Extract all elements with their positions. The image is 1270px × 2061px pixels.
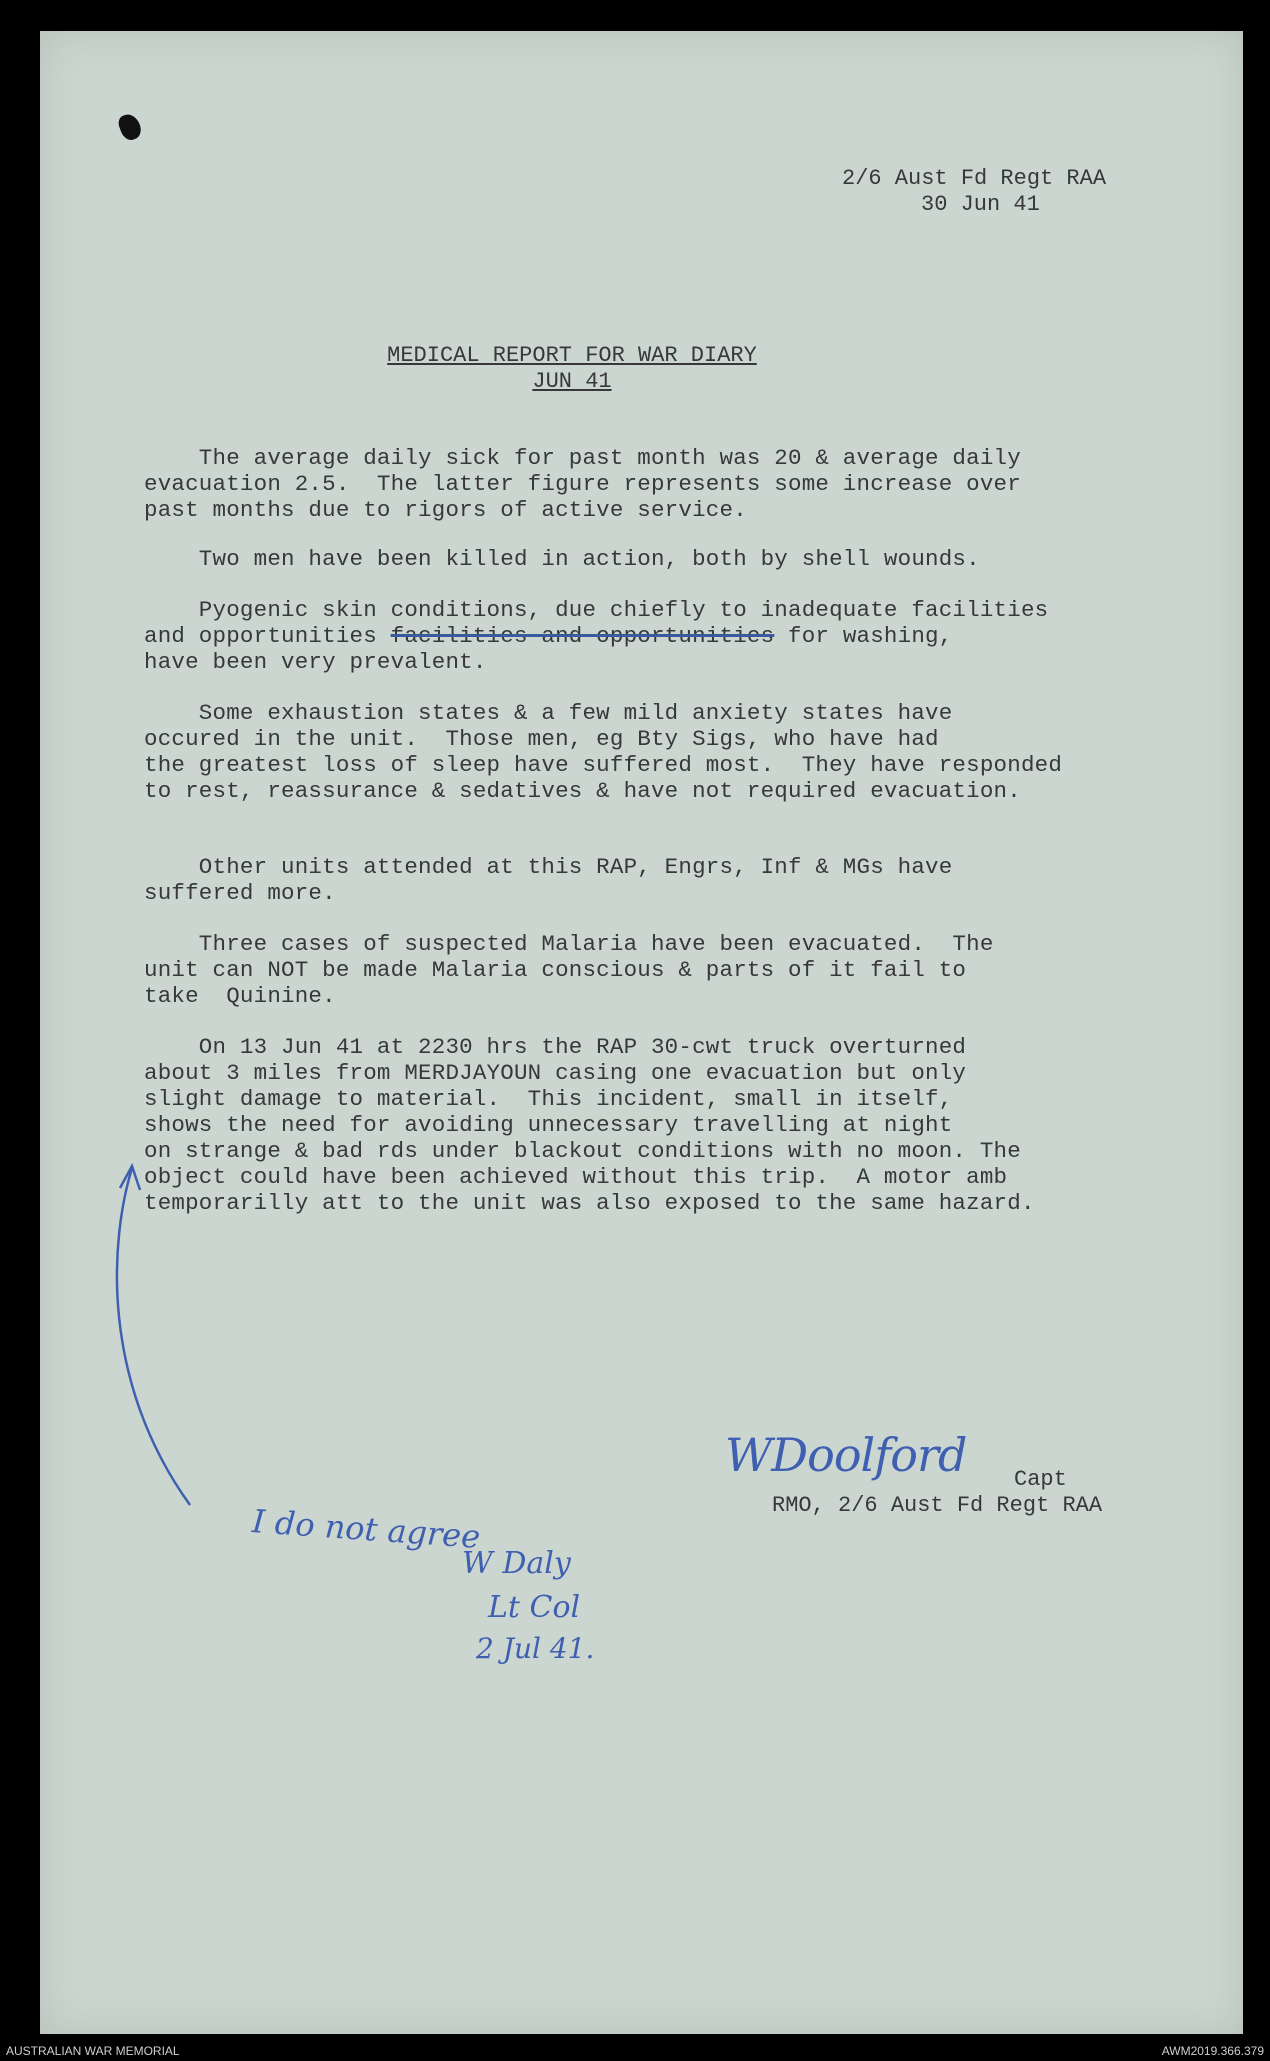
para-3-line-2: and opportunities facilities and opportunities for washing, — [144, 623, 953, 649]
para-4-line-3: the greatest loss of sleep have suffered most. They have responded — [144, 752, 1063, 778]
para-3-line-1: Pyogenic skin conditions, due chiefly to inadequate facilities — [144, 597, 1049, 623]
signature-appointment: RMO, 2/6 Aust Fd Regt RAA — [772, 1493, 1103, 1518]
para-2: Two men have been killed in action, both by shell wounds. — [144, 546, 980, 572]
report-title: MEDICAL REPORT FOR WAR DIARY — [387, 343, 757, 368]
para-7-line-3: slight damage to material. This incident, small in itself, — [144, 1086, 953, 1112]
margin-arrow — [80, 1160, 220, 1520]
annotation-date: 2 Jul 41. — [476, 1632, 595, 1665]
header-unit: 2/6 Aust Fd Regt RAA — [842, 166, 1107, 191]
para-4-line-4: to rest, reassurance & sedatives & have not required evacuation. — [144, 778, 1021, 804]
para-7-line-6: object could have been achieved without this trip. A motor amb — [144, 1164, 1008, 1190]
para-3-line-3: have been very prevalent. — [144, 649, 487, 675]
para-4-line-1: Some exhaustion states & a few mild anxiety states have — [144, 700, 953, 726]
annotation-rank: Lt Col — [488, 1590, 581, 1625]
para-1-line-2: evacuation 2.5. The latter figure represents some increase over — [144, 471, 1021, 497]
para-4-line-2: occured in the unit. Those men, eg Bty Sigs, who have had — [144, 726, 939, 752]
para-1-line-3: past months due to rigors of active service. — [144, 497, 747, 523]
annotation-comment: I do not agree — [250, 1502, 482, 1556]
document-page — [40, 31, 1243, 2034]
para-7-line-1: On 13 Jun 41 at 2230 hrs the RAP 30-cwt truck overturned — [144, 1034, 967, 1060]
para-7-line-4: shows the need for avoiding unnecessary travelling at night — [144, 1112, 953, 1138]
para-5-line-2: suffered more. — [144, 880, 336, 906]
para-7-line-7: temporarilly att to the unit was also exposed to the same hazard. — [144, 1190, 1035, 1216]
para-7-line-2: about 3 miles from MERDJAYOUN casing one evacuation but only — [144, 1060, 967, 1086]
annotation-signature: W Daly — [462, 1546, 571, 1581]
footer-right: AWM2019.366.379 — [1161, 2044, 1264, 2058]
para-7-line-5: on strange & bad rds under blackout conditions with no moon. The — [144, 1138, 1021, 1164]
para-6-line-2: unit can NOT be made Malaria conscious & parts of it fail to — [144, 957, 967, 983]
struck-text: facilities and opportunities — [390, 623, 775, 649]
header-date: 30 Jun 41 — [921, 192, 1040, 217]
footer-left: AUSTRALIAN WAR MEMORIAL — [6, 2044, 180, 2058]
signature: WDoolford — [725, 1428, 967, 1482]
para-6-line-3: take Quinine. — [144, 983, 336, 1009]
para-6-line-1: Three cases of suspected Malaria have been evacuated. The — [144, 931, 994, 957]
signature-rank: Capt — [1014, 1467, 1067, 1492]
para-5-line-1: Other units attended at this RAP, Engrs, Inf & MGs have — [144, 854, 953, 880]
para-1-line-1: The average daily sick for past month was 20 & average daily — [144, 445, 1021, 471]
report-subtitle: JUN 41 — [532, 369, 612, 394]
